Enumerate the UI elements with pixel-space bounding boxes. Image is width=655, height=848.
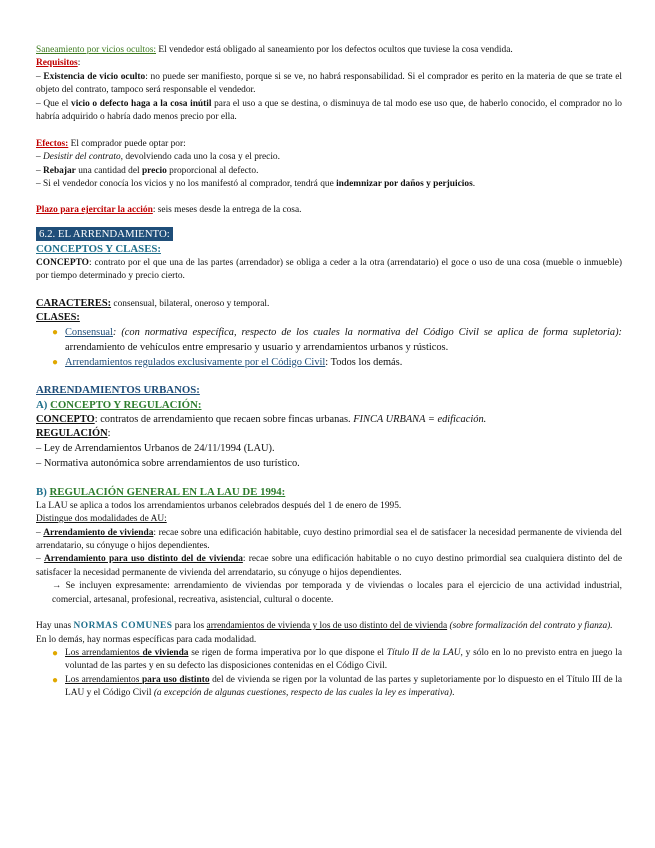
requisito-2-bold: vicio o defecto haga a la cosa inútil <box>71 98 212 109</box>
dash: – <box>36 443 42 455</box>
normas-2-pre: Los arrendamientos <box>65 674 142 685</box>
sub-heading-a <box>36 398 622 413</box>
normas-1-end: , y sólo en lo no previsto entra en juego la voluntad de las partes y en su defecto las disposiciones contenidas en el Código Civil. <box>65 648 622 672</box>
arrow-right-icon: → <box>52 581 62 592</box>
lau-vivienda-text: : recae sobre una edificación habitable, cuyo destino primordial sea el de satisfacer la necesidad permanente de vivienda del arrendatario, su cónyuge o hijos dependientes. <box>36 527 622 551</box>
concepto-paragraph <box>36 257 622 284</box>
plazo-text: : seis meses desde la entrega de la cosa. <box>152 205 302 216</box>
concepto2-text: : contratos de arrendamiento que recaen sobre fincas urbanas. <box>94 413 354 425</box>
requisito-item-2 <box>36 98 622 125</box>
regulacion-colon: : <box>107 428 111 440</box>
efecto-2-bold: Rebajar <box>43 165 76 176</box>
efectos-intro: El comprador puede optar por: <box>68 138 186 149</box>
lau-distinto-bold: Arrendamiento para uso distinto del de vivienda <box>43 554 243 565</box>
regulacion-heading <box>36 427 622 442</box>
lau-vivienda-bold: Arrendamiento de vivienda <box>43 527 154 538</box>
regulacion-label: REGULACIÓN <box>36 428 108 440</box>
concepto2-label: CONCEPTO <box>36 413 95 425</box>
normas-mid: para los <box>172 621 207 632</box>
efecto-3-bold: indemnizar por daños y perjuicios <box>336 178 473 189</box>
requisito-2-pre: Que el <box>43 98 72 109</box>
sub-a-letter: A) <box>36 399 48 411</box>
normas-2-text: del de vivienda se rigen por la voluntad de las partes y supletoriamente por lo dispuesto en el Título III de la LAU y el Código Civil <box>65 674 622 699</box>
dash: – <box>36 98 41 109</box>
requisito-1-bold: Existencia de vicio oculto <box>43 71 146 82</box>
requisitos-label: Requisitos <box>36 58 78 69</box>
caracteres-paragraph <box>36 297 622 312</box>
concepto2-paragraph <box>36 413 622 428</box>
regulacion-item-2 <box>36 457 622 472</box>
efecto-item-2 <box>36 165 622 178</box>
normas-bold: NORMAS COMUNES <box>73 621 173 632</box>
normas-1-pre: Los arrendamientos <box>65 648 143 658</box>
normas-2-end: . <box>452 688 455 699</box>
efectos-label: Efectos: <box>36 138 69 149</box>
sub-b-letter: B) <box>36 486 47 499</box>
normas-paragraph <box>36 620 622 633</box>
normas-under: arrendamientos de vivienda y los de uso distinto del de vivienda <box>206 621 448 632</box>
clases-list <box>36 326 622 371</box>
normas-2-italic: (a excepción de algunas cuestiones, respecto de las cuales la ley es imperativa) <box>153 688 453 699</box>
dash: – <box>36 152 41 163</box>
lau-distinto <box>36 553 622 580</box>
efecto-3-end: . <box>472 178 476 189</box>
caracteres-text: consensual, bilateral, oneroso y temporal. <box>111 298 270 309</box>
bullet-icon: ● <box>52 674 59 686</box>
concepto-label: CONCEPTO <box>36 257 89 268</box>
saneamiento-paragraph <box>36 44 622 57</box>
sub-b-title: REGULACIÓN GENERAL EN LA LAU DE 1994: <box>49 486 286 499</box>
bullet-icon: ● <box>52 648 59 659</box>
regulacion-2-text: Normativa autonómica sobre arrendamientos de uso turístico. <box>43 458 300 470</box>
normas-list <box>36 647 622 701</box>
lau-p1: La LAU se aplica a todos los arrendamientos urbanos celebrados después del 1 de enero de 1995. <box>36 500 402 511</box>
sub-a-title: CONCEPTO Y REGULACIÓN: <box>50 399 202 411</box>
plazo-label: Plazo para ejercitar la acción <box>36 205 153 216</box>
normas-1-italic: Título II de la LAU <box>386 648 461 658</box>
saneamiento-label: Saneamiento por vicios ocultos: <box>36 45 157 55</box>
clases-heading: CLASES: <box>36 312 80 324</box>
dash: – <box>36 71 41 82</box>
efectos-heading <box>36 138 622 151</box>
normas-item-2 <box>52 674 622 701</box>
bullet-icon: ● <box>52 356 59 368</box>
bullet-icon: ● <box>52 326 59 338</box>
efecto-2-bold2: precio <box>141 165 167 176</box>
efecto-2-text: proporcional al defecto. <box>166 165 259 176</box>
normas-item-1 <box>52 647 622 674</box>
codigo-civil-link[interactable]: Arrendamientos regulados exclusivamente por el Código Civil <box>65 356 326 368</box>
dash: – <box>36 458 42 470</box>
urbanos-heading: ARRENDAMIENTOS URBANOS: <box>36 384 200 397</box>
dash: – <box>36 527 41 538</box>
normas-1-text: se rigen de forma imperativa por lo que dispone el <box>188 648 387 658</box>
requisitos-heading <box>36 57 622 70</box>
concepto2-italic: FINCA URBANA = edificación. <box>353 413 487 425</box>
efecto-1-italic: Desistir del contrato <box>43 152 121 163</box>
lau-vivienda <box>36 527 622 554</box>
section-6-2 <box>36 227 622 242</box>
normas-p2: En lo demás, hay normas específicas para cada modalidad. <box>36 634 257 645</box>
section-6-2-banner: 6.2. EL ARRENDAMIENTO: <box>36 227 173 242</box>
clases-item-2 <box>52 356 622 371</box>
lau-incluyen <box>36 580 622 607</box>
conceptos-heading: CONCEPTOS Y CLASES: <box>36 243 161 256</box>
clases-1-text: arrendamiento de vehículos entre empresario y usuario y arrendamientos urbanos y rústicos. <box>65 341 449 353</box>
requisitos-colon: : <box>77 58 81 69</box>
efecto-item-1 <box>36 151 622 164</box>
efecto-item-3 <box>36 178 622 191</box>
normas-2-bold: para uso distinto <box>141 674 210 685</box>
plazo-paragraph <box>36 204 622 217</box>
clases-item-1 <box>52 326 622 356</box>
sub-heading-b <box>36 485 622 500</box>
regulacion-1-text: Ley de Arrendamientos Urbanos de 24/11/1994 (LAU). <box>43 443 275 455</box>
normas-italic: (sobre formalización del contrato y fianza). <box>447 621 613 632</box>
requisito-item-1 <box>36 71 622 98</box>
dash: – <box>36 554 41 565</box>
normas-1-bold: de vivienda <box>142 648 189 658</box>
dash: – <box>36 178 41 189</box>
caracteres-label: CARACTERES: <box>36 297 112 309</box>
clases-1-italic: : (con normativa específica, respecto de los cuales la normativa del Código Civil se aplica de forma supletoria): <box>112 326 622 338</box>
lau-incluyen-text: Se incluyen expresamente: arrendamiento de viviendas por temporada y de viviendas o locales para el ejercicio de una actividad industrial, comercial, artesanal, profesional, recreativa, asistencial, cultural o docente. <box>52 581 623 605</box>
regulacion-item-1 <box>36 442 622 457</box>
requisito-2-text: para el uso a que se destina, o disminuya de tal modo ese uso que, de haberlo conocido, el comprador no lo habría adquirido o habría dado menos precio por ella. <box>36 98 622 123</box>
requisito-1-text: : no puede ser manifiesto, porque si se ve, no habrá responsabilidad. Si el comprador es perito en la materia de que se trate el objeto del contrato, tampoco será responsable el vendedor. <box>36 71 622 96</box>
lau-p2: Distingue dos modalidades de AU: <box>36 514 167 525</box>
concepto-text: : contrato por el que una de las partes (arrendador) se obliga a ceder a la otra (arrendatario) el goce o uso de una cosa (mueble o inmueble) por tiempo determinado y precio cierto. <box>36 257 622 282</box>
normas-pre: Hay unas <box>36 621 74 632</box>
efecto-1-text: , devolviendo cada uno la cosa y el precio. <box>120 152 280 163</box>
document-page <box>36 44 622 701</box>
lau-distinto-text: : recae sobre una edificación habitable o no cuyo destino primordial sea cualquiera distinto del de satisfacer la necesidad permanente de vivienda del arrendatario, su cónyuge o hijos dependientes. <box>36 554 623 578</box>
clases-2-text: : Todos los demás. <box>325 356 403 368</box>
saneamiento-text: El vendedor está obligado al saneamiento por los defectos ocultos que tuviese la cosa vendida. <box>156 45 513 55</box>
dash: – <box>36 165 41 176</box>
consensual-link[interactable]: Consensual <box>65 326 113 338</box>
efecto-2-mid: una cantidad del <box>75 165 142 176</box>
efecto-3-text: Si el vendedor conocía los vicios y no los manifestó al comprador, tendrá que <box>43 178 337 189</box>
